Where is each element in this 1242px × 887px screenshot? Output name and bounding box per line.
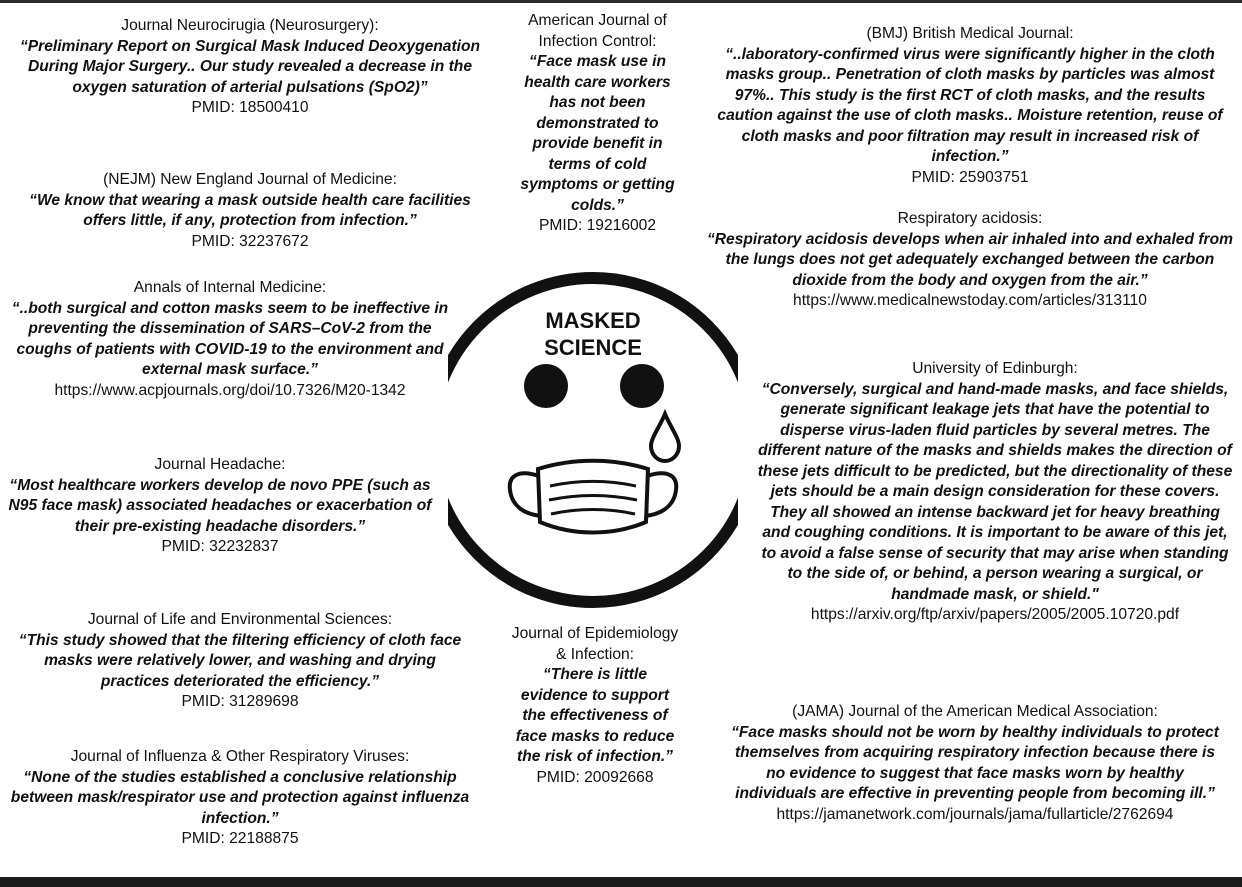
teardrop-icon (651, 414, 679, 461)
quote-text: “..both surgical and cotton masks seem to be ineffective in preventing the dissemination of SARS–CoV-2 from the coughs of patients with COVID-19 to the environment and external mask surface.” (11, 299, 449, 378)
quote-text: “We know that wearing a mask outside health care facilities offers little, if any, protection from infection.” (29, 191, 471, 229)
reference-id: PMID: 32232837 (161, 538, 279, 555)
reference-id: PMID: 20092668 (536, 768, 654, 786)
reference-url: https://www.medicalnewstoday.com/articles/313110 (793, 292, 1147, 309)
entry-neurocirugia (10, 16, 490, 119)
source-label: Journal of Epidemiology & Infection: (511, 625, 679, 663)
reference-url: https://arxiv.org/ftp/arxiv/papers/2005/2005.10720.pdf (810, 606, 1180, 623)
source-label: (BMJ) British Medical Journal: (866, 25, 1074, 42)
source-label: American Journal of Infection Control: (528, 12, 667, 50)
source-label: Journal Neurocirugia (Neurosurgery): (121, 17, 379, 34)
crying-masked-face-icon (448, 266, 738, 614)
quote-text: “Most healthcare workers develop de novo PPE (such as N95 face mask) associated headaches or exacerbation of their pre-existing headache disorders.” (8, 476, 432, 535)
mask-right-strap (645, 473, 676, 516)
right-eye (620, 364, 664, 408)
source-label: University of Edinburgh: (912, 360, 1078, 377)
mask-pleat (549, 496, 637, 501)
quote-text: “Respiratory acidosis develops when air inhaled into and exhaled from the lungs does not get adequately exchanged between the carbon dioxide from the body and oxygen from the air.” (707, 230, 1233, 289)
source-label: Journal of Life and Environmental Sciences: (87, 611, 393, 628)
entry-respiratory-acidosis (705, 209, 1235, 312)
entry-epidemiology (510, 624, 680, 788)
quote-text: “None of the studies established a conclusive relationship between mask/respirator use and protection against influenza infection.” (10, 768, 470, 827)
source-label: (NEJM) New England Journal of Medicine: (103, 171, 397, 188)
reference-url: https://jamanetwork.com/journals/jama/fullarticle/2762694 (776, 805, 1174, 823)
entry-jama (725, 702, 1225, 825)
mask-left-strap (510, 473, 541, 516)
entry-annals (10, 278, 450, 401)
reference-id: PMID: 22188875 (181, 830, 299, 847)
quote-text: “Preliminary Report on Surgical Mask Induced Deoxygenation During Major Surgery.. Our study revealed a decrease in the oxygen saturation of arterial pulsations (SpO2)” (19, 37, 481, 96)
reference-id: PMID: 25903751 (911, 168, 1029, 186)
mask-pleat (550, 482, 636, 487)
source-label: (JAMA) Journal of the American Medical Association: (792, 703, 1158, 720)
source-label: Journal Headache: (154, 456, 286, 473)
source-label: Respiratory acidosis: (897, 210, 1043, 227)
entry-nejm (10, 170, 490, 252)
entry-influenza (10, 747, 470, 850)
bottom-bar (0, 877, 1242, 887)
quote-text: “Face masks should not be worn by healthy individuals to protect themselves from acquiring respiratory infection because there is no evidence to suggest that face masks worn by healthy individuals are effective in preventing people from becoming ill.” (731, 723, 1219, 802)
entry-edinburgh (755, 359, 1235, 626)
reference-id: PMID: 32237672 (191, 232, 309, 250)
entry-bmj (705, 24, 1235, 188)
quote-text: “There is little evidence to support the effectiveness of face masks to reduce the risk of infection.” (515, 666, 675, 765)
entry-ajic (510, 11, 685, 237)
source-label: Annals of Internal Medicine: (133, 279, 327, 296)
reference-url: https://www.acpjournals.org/doi/10.7326/M20-1342 (54, 381, 406, 399)
mask-pleat (551, 510, 635, 515)
left-eye (524, 364, 568, 408)
quote-text: “Conversely, surgical and hand-made masks, and face shields, generate significant leakage jets that have the potential to disperse virus-laden fluid particles by several metres. The different nature of the masks and shields makes the direction of these jets difficult to be predicted, but the directionality of these jets should be a main design consideration for these covers. They all showed an intense backward jet for heavy breathing and coughing conditions. It is important to be aware of this jet, to avoid a false sense of security that may arise when standing to the side of, or behind, a person wearing a surgical, or handmade mask, or shield." (757, 380, 1233, 603)
emblem-title-line2: SCIENCE (544, 335, 642, 360)
entry-life-environmental (10, 610, 470, 713)
quote-text: “..laboratory-confirmed virus were significantly higher in the cloth masks group.. Penetration of cloth masks by particles was almost 97%.. This study is the first RCT of cloth masks, and the results caution against the use of cloth masks.. Moisture retention, reuse of cloth masks and poor filtration may result in increased risk of infection.” (717, 45, 1223, 165)
quote-text: “Face mask use in health care workers has not been demonstrated to provide benefit in terms of cold symptoms or getting colds.” (520, 53, 675, 214)
reference-id: PMID: 19216002 (538, 217, 657, 234)
entry-headache (0, 455, 440, 558)
reference-id: PMID: 18500410 (191, 99, 309, 116)
top-border (0, 0, 1242, 3)
emblem-title-line1: MASKED (545, 308, 641, 333)
source-label: Journal of Influenza & Other Respiratory Viruses: (70, 748, 410, 765)
reference-id: PMID: 31289698 (181, 693, 299, 710)
quote-text: “This study showed that the filtering efficiency of cloth face masks were relatively lower, and washing and drying practices deteriorated the efficiency.” (18, 631, 462, 690)
